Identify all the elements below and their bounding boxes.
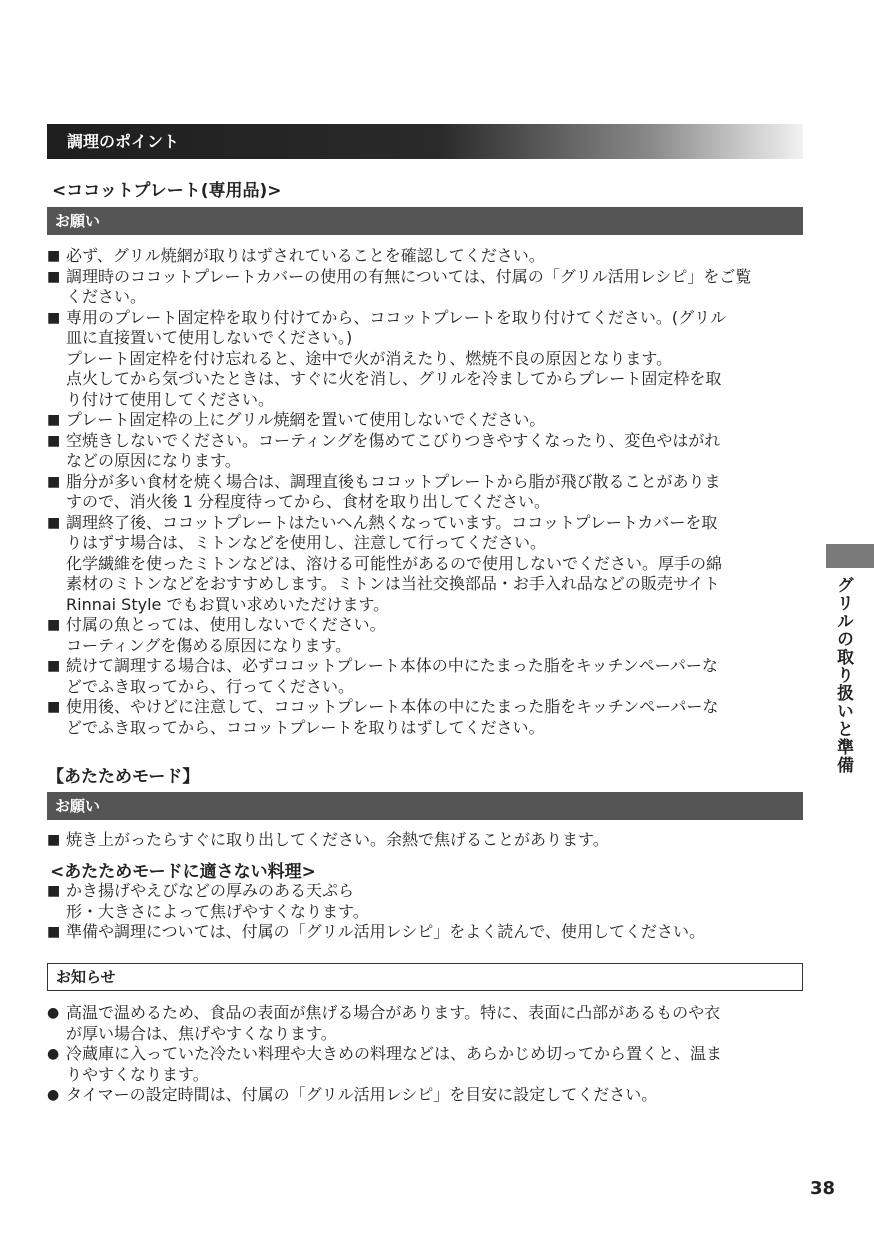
page-number: 38 — [810, 1178, 836, 1199]
section-title: 調理のポイント — [67, 132, 180, 151]
list-item-line: 空焼きしないでください。コーティングを傷めてこびりつきやすくなったり、変色やはがれ — [66, 430, 721, 450]
cocotte-heading: <ココットプレート(専用品)> — [52, 181, 282, 201]
bullet-square-icon: ■ — [47, 617, 61, 633]
list-item-line: が厚い場合は、焦げやすくなります。 — [66, 1023, 337, 1043]
list-item-line: プレート固定枠を付け忘れると、途中で火が消えたり、燃焼不良の原因となります。 — [66, 348, 673, 368]
list-item-line: タイマーの設定時間は、付属の「グリル活用レシピ」を目安に設定してください。 — [66, 1085, 658, 1104]
bullet-square-icon: ■ — [47, 248, 61, 264]
bullet-square-icon: ■ — [47, 924, 61, 940]
list-item-line: りやすくなります。 — [66, 1064, 209, 1084]
list-item — [47, 615, 803, 656]
list-item-line: 化学繊維を使ったミトンなどは、溶ける可能性があるので使用しないでください。厚手の綿 — [66, 553, 723, 573]
bullet-square-icon: ■ — [47, 432, 61, 449]
list-item-line: 形・大きさによって焦げやすくなります。 — [66, 901, 369, 921]
list-item-line: かき揚げやえびなどの厚みのある天ぷら — [66, 881, 355, 900]
list-item-line: 続けて調理する場合は、必ずココットプレート本体の中にたまった脂をキッチンペーパーな — [66, 656, 718, 675]
list-item-line: Rinnai Style でもお買い求めいただけます。 — [66, 594, 390, 614]
list-item-line: 専用のプレート固定枠を取り付けてから、ココットプレートを取り付けてください。(グリル — [66, 307, 727, 327]
side-tab-marker — [826, 544, 874, 568]
list-item-line: 準備や調理については、付属の「グリル活用レシピ」をよく読んで、使用してください。 — [66, 922, 705, 941]
bullet-square-icon: ■ — [47, 473, 61, 490]
list-item-line: 調理終了後、ココットプレートはたいへん熱くなっています。ココットプレートカバーを取 — [66, 512, 718, 532]
bullet-circle-icon: ● — [47, 1005, 60, 1021]
list-item-line: 高温で温めるため、食品の表面が焦げる場合があります。特に、表面に凸部があるものや衣 — [66, 1003, 721, 1022]
list-item-line: 冷蔵庫に入っていた冷たい料理や大きめの料理などは、あらかじめ切ってから置くと、温ま — [66, 1044, 723, 1063]
list-item-line: 付属の魚とっては、使用しないでください。 — [66, 615, 386, 634]
notice-bar-cocotte — [47, 207, 803, 235]
list-item-line: 調理時のココットプレートカバーの使用の有無については、付属の「グリル活用レシピ」をご覧 — [66, 266, 752, 286]
list-item-line: プレート固定枠の上にグリル焼網を置いて使用しないでください。 — [66, 410, 546, 429]
list-item — [47, 922, 803, 943]
list-item — [47, 472, 803, 513]
bullet-square-icon: ■ — [47, 699, 61, 715]
warm-notice-list — [47, 830, 803, 851]
bullet-square-icon: ■ — [47, 268, 61, 285]
list-item-line: 点火してから気づいたときは、すぐに火を消し、グリルを冷ましてからプレート固定枠を取 — [66, 369, 722, 388]
notice-label: お願い — [55, 212, 101, 230]
bullet-square-icon: ■ — [47, 412, 61, 428]
list-item — [47, 513, 803, 616]
list-item-line: コーティングを傷める原因になります。 — [66, 635, 352, 655]
list-item — [47, 697, 803, 738]
list-item-line: 焼き上がったらすぐに取り出してください。余熱で焦げることがあります。 — [66, 830, 609, 849]
bullet-square-icon: ■ — [47, 309, 61, 326]
bullet-circle-icon: ● — [47, 1046, 60, 1062]
list-item-line: どでふき取ってから、ココットプレートを取りはずしてください。 — [66, 717, 545, 737]
list-item-line: すので、消火後 1 分程度待ってから、食材を取り出してください。 — [66, 492, 551, 511]
notice-label: お願い — [55, 797, 101, 815]
list-item-line: などの原因になります。 — [66, 451, 241, 470]
bullet-circle-icon: ● — [47, 1087, 60, 1103]
bullet-square-icon: ■ — [47, 658, 61, 674]
list-item — [47, 830, 803, 851]
list-item-line: どでふき取ってから、行ってください。 — [66, 676, 355, 696]
unsuitable-heading: <あたためモードに適さない料理> — [50, 862, 316, 882]
list-item — [47, 246, 803, 267]
list-item — [47, 881, 803, 922]
bullet-square-icon: ■ — [47, 514, 61, 531]
list-item — [47, 656, 803, 697]
list-item — [47, 1044, 803, 1085]
warm-mode-heading: 【あたためモード】 — [47, 767, 200, 787]
info-box-header — [47, 963, 803, 991]
cocotte-notice-list — [47, 246, 803, 738]
unsuitable-list — [47, 881, 803, 943]
list-item — [47, 1085, 803, 1106]
list-item-line: 皿に直接置いて使用しないでください。) — [66, 328, 353, 347]
side-chapter-title: グリルの取り扱いと準備 — [833, 576, 853, 774]
info-label: お知らせ — [56, 968, 116, 986]
notice-bar-warm — [47, 792, 803, 820]
list-item-line: ください。 — [66, 287, 147, 306]
list-item-line: 必ず、グリル焼網が取りはずされていることを確認してください。 — [66, 246, 545, 265]
info-list — [47, 1003, 803, 1106]
list-item-line: り付けて使用してください。 — [66, 389, 275, 409]
list-item-line: 脂分が多い食材を焼く場合は、調理直後もココットプレートから脂が飛び散ることがありま — [66, 471, 721, 491]
list-item-line: りはずす場合は、ミトンなどを使用し、注意して行ってください。 — [66, 533, 547, 552]
bullet-square-icon: ■ — [47, 883, 61, 899]
list-item — [47, 308, 803, 411]
bullet-square-icon: ■ — [47, 832, 61, 848]
list-item — [47, 1003, 803, 1044]
list-item-line: 使用後、やけどに注意して、ココットプレート本体の中にたまった脂をキッチンペーパーな — [66, 697, 719, 716]
section-header — [47, 124, 803, 159]
list-item — [47, 267, 803, 308]
list-item — [47, 410, 803, 431]
list-item-line: 素材のミトンなどをおすすめします。ミトンは当社交換部品・お手入れ品などの販売サイト — [66, 574, 720, 593]
list-item — [47, 431, 803, 472]
